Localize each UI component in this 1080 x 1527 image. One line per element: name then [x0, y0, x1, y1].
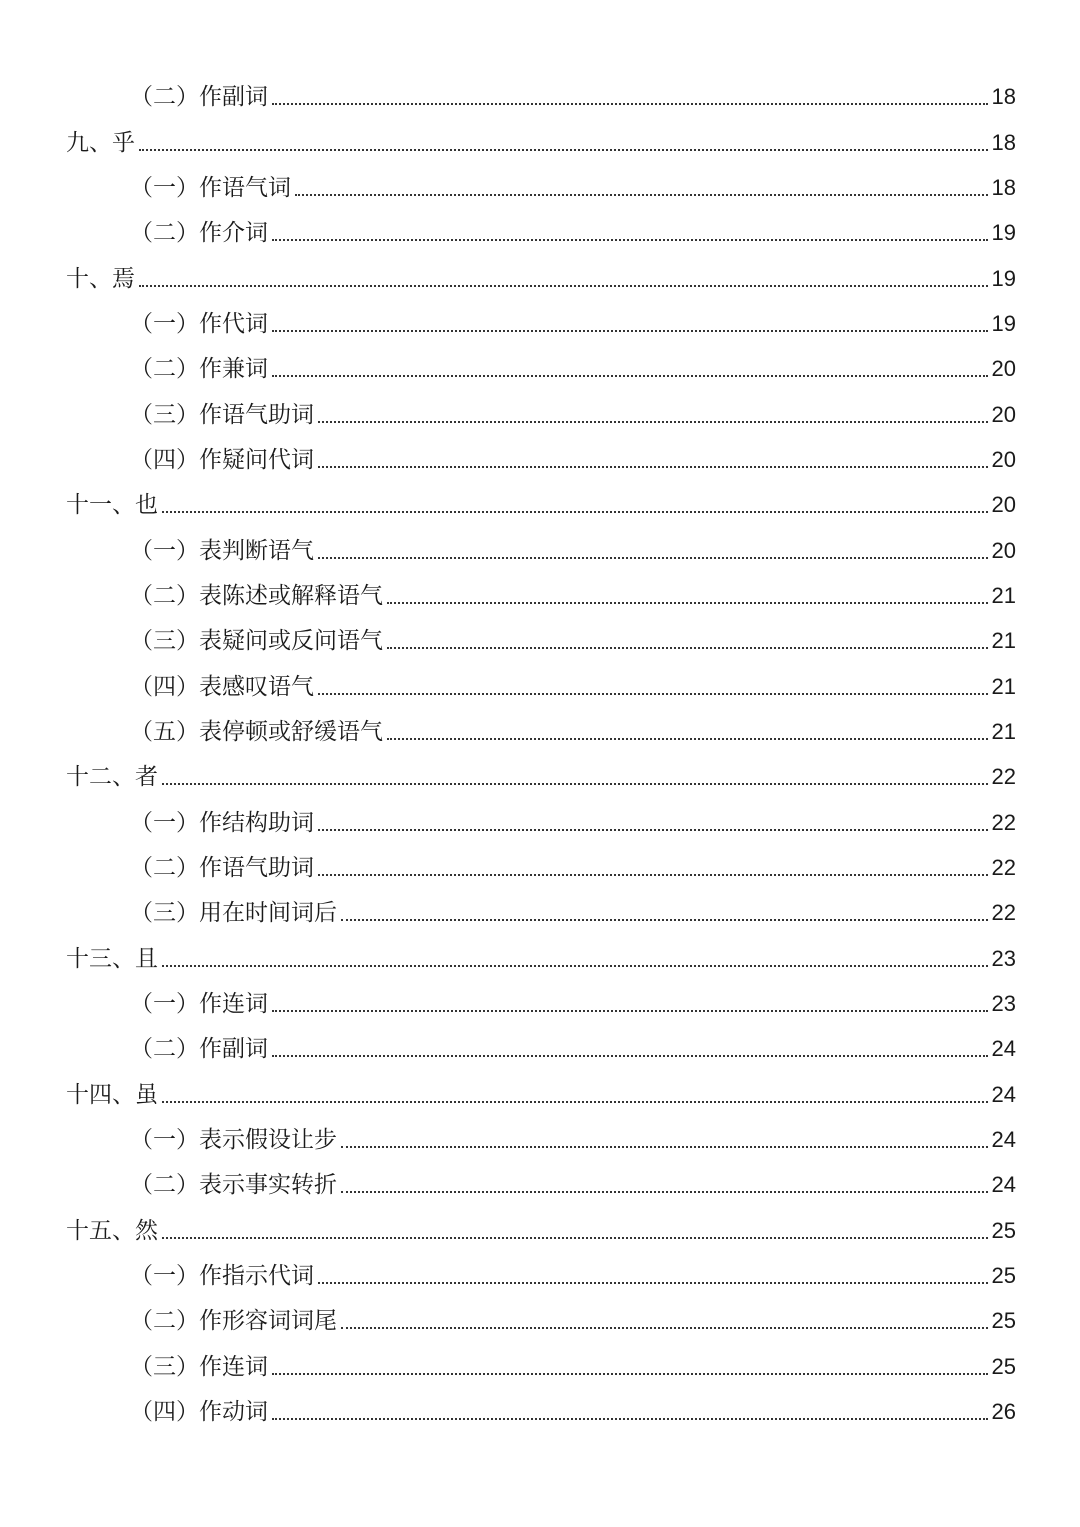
toc-entry-label: （四）作动词 — [130, 1398, 268, 1425]
toc-subsection-entry[interactable] — [66, 161, 1016, 206]
toc-dot-leader — [318, 1282, 988, 1284]
toc-page-number: 20 — [991, 492, 1016, 518]
toc-entry-label: （三）表疑问或反问语气 — [130, 628, 383, 655]
toc-dot-leader — [387, 738, 988, 740]
toc-dot-leader — [341, 1191, 988, 1193]
toc-entry-label: （二）作介词 — [130, 220, 268, 247]
toc-page-number: 24 — [991, 1036, 1016, 1062]
toc-entry-label: （一）表示假设让步 — [130, 1126, 337, 1153]
toc-entry-label: （二）作语气助词 — [130, 854, 314, 881]
toc-dot-leader — [387, 602, 988, 604]
toc-entry-label: 十四、虽 — [66, 1081, 158, 1108]
toc-page-number: 24 — [991, 1081, 1016, 1107]
toc-entry-label: （一）作结构助词 — [130, 809, 314, 836]
toc-page-number: 22 — [991, 854, 1016, 880]
toc-subsection-entry[interactable] — [66, 977, 1016, 1022]
toc-subsection-entry[interactable] — [66, 841, 1016, 886]
toc-dot-leader — [162, 1101, 988, 1103]
toc-page-number: 22 — [991, 764, 1016, 790]
toc-page-number: 20 — [991, 446, 1016, 472]
toc-section-entry[interactable] — [66, 478, 1016, 523]
toc-entry-label: 十二、者 — [66, 764, 158, 791]
toc-entry-label: 十、焉 — [66, 265, 135, 292]
toc-subsection-entry[interactable] — [66, 614, 1016, 659]
toc-page-number: 20 — [991, 537, 1016, 563]
toc-entry-label: （一）作连词 — [130, 990, 268, 1017]
toc-dot-leader — [162, 1237, 988, 1239]
toc-page-number: 24 — [991, 1126, 1016, 1152]
toc-subsection-entry[interactable] — [66, 342, 1016, 387]
toc-page-number: 22 — [991, 900, 1016, 926]
toc-entry-label: 十五、然 — [66, 1217, 158, 1244]
toc-dot-leader — [295, 194, 988, 196]
toc-entry-label: （三）作连词 — [130, 1353, 268, 1380]
toc-dot-leader — [318, 874, 988, 876]
toc-dot-leader — [272, 239, 988, 241]
toc-page-number: 18 — [991, 84, 1016, 110]
toc-dot-leader — [341, 1327, 988, 1329]
toc-entry-label: （二）表示事实转折 — [130, 1172, 337, 1199]
toc-entry-label: （二）作形容词词尾 — [130, 1308, 337, 1335]
toc-dot-leader — [272, 103, 988, 105]
toc-dot-leader — [341, 919, 988, 921]
toc-entry-label: 十一、也 — [66, 492, 158, 519]
toc-subsection-entry[interactable] — [66, 1294, 1016, 1339]
toc-page-number: 25 — [991, 1308, 1016, 1334]
toc-subsection-entry[interactable] — [66, 297, 1016, 342]
toc-subsection-entry[interactable] — [66, 1385, 1016, 1430]
toc-dot-leader — [272, 1418, 988, 1420]
toc-dot-leader — [318, 557, 988, 559]
toc-page-number: 19 — [991, 265, 1016, 291]
toc-dot-leader — [139, 149, 988, 151]
toc-page-number: 21 — [991, 718, 1016, 744]
toc-page-number: 18 — [991, 174, 1016, 200]
toc-page-number: 25 — [991, 1353, 1016, 1379]
toc-dot-leader — [387, 647, 988, 649]
toc-page-number: 24 — [991, 1172, 1016, 1198]
toc-page-number: 21 — [991, 628, 1016, 654]
toc-subsection-entry[interactable] — [66, 523, 1016, 568]
toc-dot-leader — [318, 829, 988, 831]
toc-subsection-entry[interactable] — [66, 705, 1016, 750]
toc-page-number: 21 — [991, 673, 1016, 699]
toc-section-entry[interactable] — [66, 750, 1016, 795]
toc-entry-label: （二）作副词 — [130, 84, 268, 111]
toc-entry-label: （一）作指示代词 — [130, 1262, 314, 1289]
toc-entry-label: （四）作疑问代词 — [130, 446, 314, 473]
toc-dot-leader — [162, 783, 988, 785]
toc-page-number: 26 — [991, 1398, 1016, 1424]
toc-entry-label: （一）表判断语气 — [130, 537, 314, 564]
toc-dot-leader — [272, 1373, 988, 1375]
toc-entry-label: （二）作兼词 — [130, 356, 268, 383]
toc-entry-label: （一）作语气词 — [130, 174, 291, 201]
table-of-contents — [66, 70, 1016, 1430]
toc-dot-leader — [272, 1010, 988, 1012]
toc-entry-label: （一）作代词 — [130, 310, 268, 337]
toc-section-entry[interactable] — [66, 251, 1016, 296]
toc-entry-label: （二）作副词 — [130, 1036, 268, 1063]
toc-subsection-entry[interactable] — [66, 795, 1016, 840]
toc-dot-leader — [162, 965, 988, 967]
toc-page-number: 25 — [991, 1217, 1016, 1243]
toc-dot-leader — [272, 375, 988, 377]
toc-section-entry[interactable] — [66, 115, 1016, 160]
toc-page-number: 23 — [991, 945, 1016, 971]
toc-entry-label: （四）表感叹语气 — [130, 673, 314, 700]
toc-entry-label: （三）用在时间词后 — [130, 900, 337, 927]
toc-subsection-entry[interactable] — [66, 1113, 1016, 1158]
toc-entry-label: （三）作语气助词 — [130, 401, 314, 428]
toc-subsection-entry[interactable] — [66, 433, 1016, 478]
toc-section-entry[interactable] — [66, 1203, 1016, 1248]
toc-page-number: 25 — [991, 1262, 1016, 1288]
toc-dot-leader — [318, 693, 988, 695]
toc-subsection-entry[interactable] — [66, 569, 1016, 614]
toc-subsection-entry[interactable] — [66, 206, 1016, 251]
toc-page-number: 22 — [991, 809, 1016, 835]
toc-subsection-entry[interactable] — [66, 1339, 1016, 1384]
toc-dot-leader — [318, 421, 988, 423]
toc-entry-label: （二）表陈述或解释语气 — [130, 582, 383, 609]
toc-subsection-entry[interactable] — [66, 1158, 1016, 1203]
toc-page-number: 20 — [991, 401, 1016, 427]
toc-page-number: 18 — [991, 129, 1016, 155]
toc-subsection-entry[interactable] — [66, 1249, 1016, 1294]
toc-section-entry[interactable] — [66, 931, 1016, 976]
toc-subsection-entry[interactable] — [66, 70, 1016, 115]
toc-page-number: 23 — [991, 990, 1016, 1016]
toc-entry-label: 十三、且 — [66, 945, 158, 972]
toc-page-number: 19 — [991, 220, 1016, 246]
toc-entry-label: 九、乎 — [66, 129, 135, 156]
toc-dot-leader — [162, 511, 988, 513]
toc-subsection-entry[interactable] — [66, 886, 1016, 931]
toc-page-number: 21 — [991, 582, 1016, 608]
toc-subsection-entry[interactable] — [66, 1022, 1016, 1067]
toc-page-number: 19 — [991, 310, 1016, 336]
toc-entry-label: （五）表停顿或舒缓语气 — [130, 718, 383, 745]
toc-dot-leader — [318, 466, 988, 468]
toc-section-entry[interactable] — [66, 1067, 1016, 1112]
toc-dot-leader — [139, 285, 988, 287]
toc-subsection-entry[interactable] — [66, 659, 1016, 704]
toc-dot-leader — [272, 1055, 988, 1057]
toc-subsection-entry[interactable] — [66, 387, 1016, 432]
toc-page-number: 20 — [991, 356, 1016, 382]
toc-dot-leader — [272, 330, 988, 332]
toc-dot-leader — [341, 1146, 988, 1148]
